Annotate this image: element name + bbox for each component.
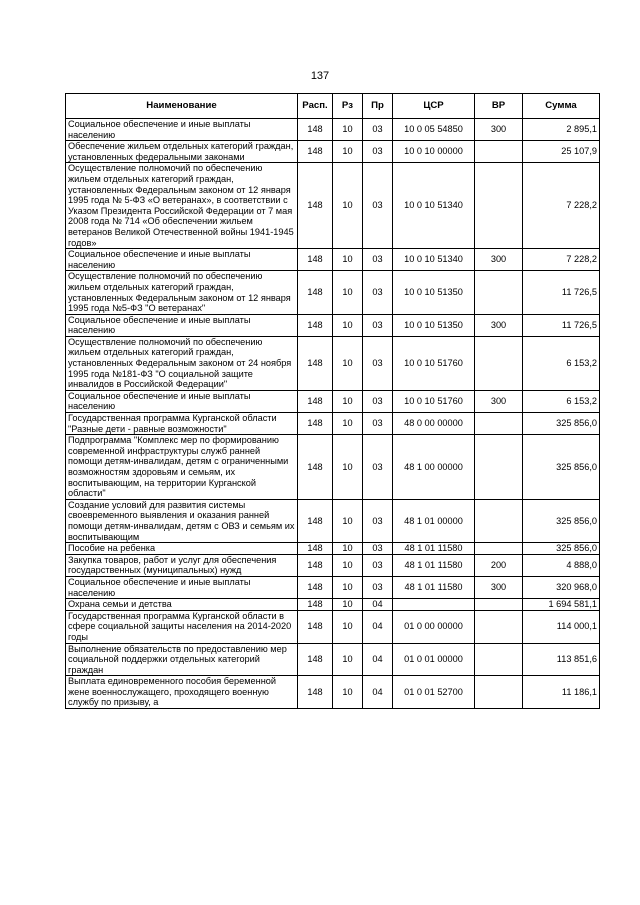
- table-row: [66, 249, 600, 271]
- cell-sum: 4 888,0: [523, 554, 600, 576]
- table-body: [66, 119, 600, 709]
- cell-pr: 03: [363, 554, 393, 576]
- cell-rasp: 148: [298, 610, 333, 643]
- cell-rasp: 148: [298, 599, 333, 611]
- cell-vr: 300: [475, 576, 523, 598]
- cell-rz: 10: [333, 435, 363, 500]
- cell-rasp: 148: [298, 314, 333, 336]
- cell-vr: [475, 435, 523, 500]
- cell-rz: 10: [333, 499, 363, 542]
- cell-pr: 03: [363, 336, 393, 390]
- cell-pr: 03: [363, 271, 393, 314]
- cell-pr: 03: [363, 413, 393, 435]
- cell-rasp: 148: [298, 390, 333, 412]
- cell-pr: 03: [363, 163, 393, 249]
- cell-sum: 325 856,0: [523, 543, 600, 555]
- cell-rasp: 148: [298, 643, 333, 676]
- cell-rasp: 148: [298, 336, 333, 390]
- cell-rasp: 148: [298, 141, 333, 163]
- cell-vr: [475, 271, 523, 314]
- cell-rasp: 148: [298, 413, 333, 435]
- cell-vr: [475, 499, 523, 542]
- cell-rasp: 148: [298, 271, 333, 314]
- cell-rz: 10: [333, 610, 363, 643]
- cell-csr: 48 1 01 11580: [393, 554, 475, 576]
- table-row: [66, 390, 600, 412]
- cell-name: Создание условий для развития системы своевременного выявления и оказания ранней помощи детям-инвалидам, детям с ОВЗ и семьям их воспитывающим: [66, 499, 298, 542]
- cell-csr: 10 0 05 54850: [393, 119, 475, 141]
- cell-name: Закупка товаров, работ и услуг для обеспечения государственных (муниципальных) нужд: [66, 554, 298, 576]
- cell-csr: 48 1 01 11580: [393, 543, 475, 555]
- cell-pr: 03: [363, 119, 393, 141]
- cell-pr: 03: [363, 543, 393, 555]
- cell-pr: 03: [363, 435, 393, 500]
- cell-pr: 03: [363, 141, 393, 163]
- budget-table: [65, 93, 600, 709]
- cell-rz: 10: [333, 249, 363, 271]
- cell-pr: 04: [363, 599, 393, 611]
- table-row: [66, 413, 600, 435]
- cell-rasp: 148: [298, 435, 333, 500]
- cell-sum: 114 000,1: [523, 610, 600, 643]
- table-row: [66, 119, 600, 141]
- table-row: [66, 576, 600, 598]
- page-number: 137: [310, 70, 330, 82]
- cell-rasp: 148: [298, 676, 333, 709]
- cell-vr: 300: [475, 119, 523, 141]
- cell-rasp: 148: [298, 576, 333, 598]
- header-pr: Пр: [363, 94, 393, 119]
- cell-name: Социальное обеспечение и иные выплаты населению: [66, 390, 298, 412]
- cell-name: Социальное обеспечение и иные выплаты населению: [66, 119, 298, 141]
- cell-vr: 200: [475, 554, 523, 576]
- cell-name: Государственная программа Курганской области "Разные дети - равные возможности": [66, 413, 298, 435]
- cell-sum: 7 228,2: [523, 163, 600, 249]
- cell-name: Выплата единовременного пособия беременной жене военнослужащего, проходящего военную службу по призыву, а: [66, 676, 298, 709]
- cell-sum: 2 895,1: [523, 119, 600, 141]
- cell-csr: 10 0 10 51340: [393, 163, 475, 249]
- cell-name: Социальное обеспечение и иные выплаты населению: [66, 314, 298, 336]
- cell-pr: 04: [363, 610, 393, 643]
- cell-name: Выполнение обязательств по предоставлению мер социальной поддержки отдельных категорий граждан: [66, 643, 298, 676]
- cell-vr: [475, 599, 523, 611]
- cell-pr: 03: [363, 390, 393, 412]
- cell-name: Пособие на ребенка: [66, 543, 298, 555]
- cell-csr: 10 0 10 51350: [393, 271, 475, 314]
- cell-rasp: 148: [298, 119, 333, 141]
- cell-vr: [475, 141, 523, 163]
- cell-csr: 48 1 01 11580: [393, 576, 475, 598]
- cell-rz: 10: [333, 413, 363, 435]
- cell-pr: 03: [363, 249, 393, 271]
- cell-rz: 10: [333, 576, 363, 598]
- cell-name: Социальное обеспечение и иные выплаты населению: [66, 249, 298, 271]
- cell-csr: 10 0 10 51340: [393, 249, 475, 271]
- cell-vr: [475, 336, 523, 390]
- cell-pr: 03: [363, 314, 393, 336]
- cell-sum: 325 856,0: [523, 413, 600, 435]
- cell-csr: 01 0 01 00000: [393, 643, 475, 676]
- cell-rasp: 148: [298, 499, 333, 542]
- cell-csr: 01 0 00 00000: [393, 610, 475, 643]
- cell-vr: 300: [475, 249, 523, 271]
- table-row: [66, 543, 600, 555]
- cell-name: Социальное обеспечение и иные выплаты населению: [66, 576, 298, 598]
- cell-sum: 320 968,0: [523, 576, 600, 598]
- table-row: [66, 554, 600, 576]
- cell-csr: 10 0 10 51350: [393, 314, 475, 336]
- cell-rz: 10: [333, 163, 363, 249]
- header-csr: ЦСР: [393, 94, 475, 119]
- cell-rz: 10: [333, 599, 363, 611]
- cell-sum: 6 153,2: [523, 336, 600, 390]
- table-row: [66, 499, 600, 542]
- cell-sum: 11 726,5: [523, 271, 600, 314]
- cell-rz: 10: [333, 119, 363, 141]
- cell-rz: 10: [333, 676, 363, 709]
- cell-vr: [475, 543, 523, 555]
- cell-csr: 48 1 01 00000: [393, 499, 475, 542]
- cell-sum: 325 856,0: [523, 435, 600, 500]
- cell-vr: 300: [475, 390, 523, 412]
- cell-csr: 10 0 10 51760: [393, 336, 475, 390]
- cell-name: Государственная программа Курганской области в сфере социальной защиты населения на 2014-2020 годы: [66, 610, 298, 643]
- table-row: [66, 599, 600, 611]
- cell-rasp: 148: [298, 163, 333, 249]
- cell-rz: 10: [333, 314, 363, 336]
- cell-name: Обеспечение жильем отдельных категорий граждан, установленных федеральными законами: [66, 141, 298, 163]
- header-sum: Сумма: [523, 94, 600, 119]
- table-row: [66, 314, 600, 336]
- cell-csr: 01 0 01 52700: [393, 676, 475, 709]
- cell-vr: [475, 163, 523, 249]
- cell-sum: 11 726,5: [523, 314, 600, 336]
- table-header-row: [66, 94, 600, 119]
- table-row: [66, 610, 600, 643]
- cell-vr: [475, 610, 523, 643]
- cell-name: Осуществление полномочий по обеспечению жильем отдельных категорий граждан, установленных Федеральным законом от 12 января 1995 года № 5-ФЗ «О ветеранах», в соответствии с Указом Президента Российской Федерации от 7 мая 2008 года № 714 «Об обеспечении жильем ветеранов Великой Отечественной войны 1941-1945 годов»: [66, 163, 298, 249]
- table-row: [66, 271, 600, 314]
- cell-rasp: 148: [298, 543, 333, 555]
- cell-rz: 10: [333, 336, 363, 390]
- cell-csr: 10 0 10 51760: [393, 390, 475, 412]
- cell-rz: 10: [333, 643, 363, 676]
- cell-csr: [393, 599, 475, 611]
- cell-name: Осуществление полномочий по обеспечению жильем отдельных категорий граждан, установленных Федеральным законом от 12 января 1995 года №5-ФЗ "О ветеранах": [66, 271, 298, 314]
- table-row: [66, 435, 600, 500]
- cell-name: Осуществление полномочий по обеспечению жильем отдельных категорий граждан, установленных Федеральным законом от 24 ноября 1995 года №181-ФЗ "О социальной защите инвалидов в Российской Федерации": [66, 336, 298, 390]
- cell-pr: 04: [363, 643, 393, 676]
- cell-rasp: 148: [298, 554, 333, 576]
- cell-sum: 11 186,1: [523, 676, 600, 709]
- cell-sum: 325 856,0: [523, 499, 600, 542]
- table-row: [66, 336, 600, 390]
- cell-rz: 10: [333, 390, 363, 412]
- cell-vr: [475, 676, 523, 709]
- header-rasp: Расп.: [298, 94, 333, 119]
- cell-csr: 10 0 10 00000: [393, 141, 475, 163]
- cell-name: Охрана семьи и детства: [66, 599, 298, 611]
- cell-pr: 03: [363, 499, 393, 542]
- cell-sum: 6 153,2: [523, 390, 600, 412]
- cell-csr: 48 0 00 00000: [393, 413, 475, 435]
- cell-pr: 04: [363, 676, 393, 709]
- cell-sum: 25 107,9: [523, 141, 600, 163]
- header-rz: Рз: [333, 94, 363, 119]
- cell-rz: 10: [333, 271, 363, 314]
- cell-sum: 7 228,2: [523, 249, 600, 271]
- cell-rasp: 148: [298, 249, 333, 271]
- cell-rz: 10: [333, 554, 363, 576]
- table-row: [66, 643, 600, 676]
- cell-vr: 300: [475, 314, 523, 336]
- cell-sum: 113 851,6: [523, 643, 600, 676]
- cell-name: Подпрограмма "Комплекс мер по формированию современной инфраструктуры служб ранней помощи детям-инвалидам, детям с ограниченными возможностям здоровьям и семьям, их воспитывающим, на территории Курганской области": [66, 435, 298, 500]
- table-row: [66, 141, 600, 163]
- cell-sum: 1 694 581,1: [523, 599, 600, 611]
- cell-pr: 03: [363, 576, 393, 598]
- table-row: [66, 163, 600, 249]
- cell-vr: [475, 643, 523, 676]
- cell-vr: [475, 413, 523, 435]
- cell-csr: 48 1 00 00000: [393, 435, 475, 500]
- cell-rz: 10: [333, 141, 363, 163]
- cell-rz: 10: [333, 543, 363, 555]
- header-name: Наименование: [66, 94, 298, 119]
- header-vr: ВР: [475, 94, 523, 119]
- table-row: [66, 676, 600, 709]
